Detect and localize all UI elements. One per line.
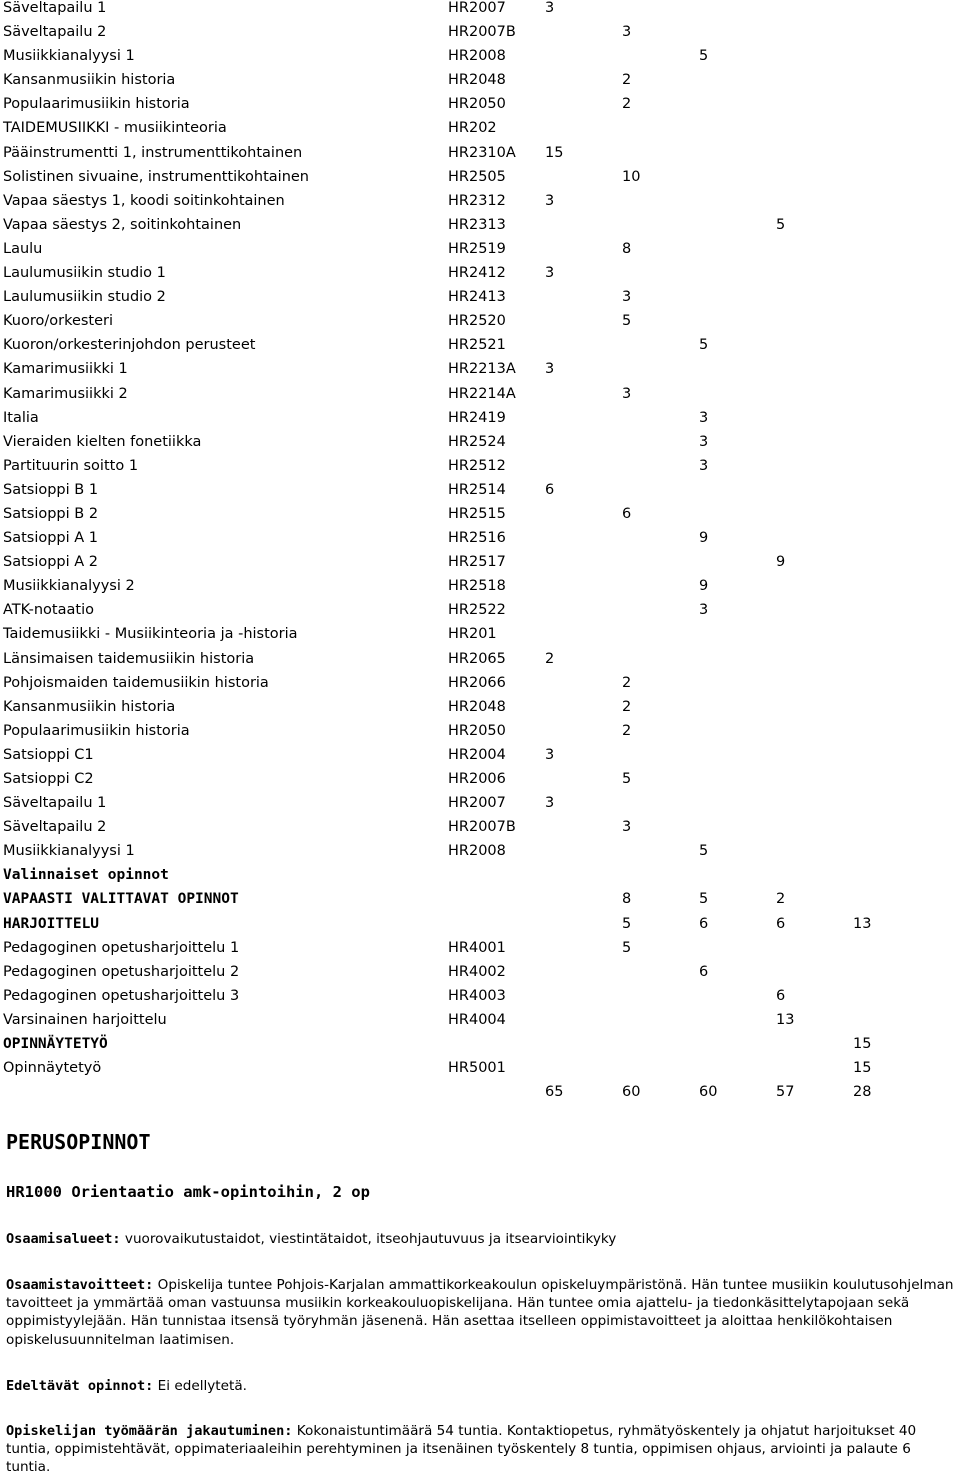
course-name: Italia: [3, 409, 39, 426]
credits-year-2: 60: [622, 1084, 641, 1101]
course-name: Pohjoismaiden taidemusiikin historia: [3, 674, 269, 691]
course-name: Musiikkianalyysi 2: [3, 578, 135, 595]
credits-year-1: 3: [545, 0, 555, 16]
workload: [6, 1422, 956, 1477]
table-row: [0, 530, 960, 554]
course-code: HR2512: [448, 457, 506, 474]
table-row: [0, 193, 960, 217]
course-name: Pedagoginen opetusharjoittelu 3: [3, 987, 240, 1004]
course-name: Partituurin soitto 1: [3, 457, 139, 474]
course-code: HR2412: [448, 265, 506, 282]
course-code: HR2516: [448, 530, 506, 547]
credits-year-3: 9: [699, 530, 709, 547]
course-name: Säveltapailu 1: [3, 0, 107, 16]
table-row: [0, 964, 960, 988]
course-code: HR2520: [448, 313, 506, 330]
table-row: [0, 1060, 960, 1084]
course-name: Valinnaiset opinnot: [3, 867, 169, 884]
table-row: [0, 626, 960, 650]
course-name: Pääinstrumentti 1, instrumenttikohtainen: [3, 144, 303, 161]
course-code: HR2065: [448, 650, 506, 667]
competence-areas: [6, 1230, 956, 1248]
course-code: HR2050: [448, 96, 506, 113]
credits-year-2: 2: [622, 674, 632, 691]
course-code: HR4001: [448, 939, 506, 956]
course-name: Populaarimusiikin historia: [3, 96, 190, 113]
credits-year-3: 6: [699, 915, 709, 932]
course-code: HR2214A: [448, 385, 516, 402]
course-code: HR2007B: [448, 819, 516, 836]
prerequisites: [6, 1377, 956, 1395]
table-row: [0, 386, 960, 410]
table-row: [0, 506, 960, 530]
course-name: TAIDEMUSIIKKI - musiikinteoria: [3, 120, 227, 137]
table-row: [0, 458, 960, 482]
table-row: [0, 891, 960, 915]
credits-year-2: 3: [622, 819, 632, 836]
course-code: HR2006: [448, 771, 506, 787]
credits-year-2: 5: [622, 771, 632, 787]
credits-year-3: 5: [699, 48, 709, 65]
course-name: Musiikkianalyysi 1: [3, 48, 135, 65]
credits-year-4: 6: [776, 987, 786, 1004]
course-name: Satsioppi B 2: [3, 505, 99, 522]
credits-year-1: 3: [545, 361, 555, 378]
table-row: [0, 48, 960, 72]
course-code: HR2007B: [448, 24, 516, 41]
course-name: Satsioppi C2: [3, 771, 94, 787]
credits-year-2: 2: [622, 96, 632, 113]
course-name: Kansanmusiikin historia: [3, 698, 176, 715]
course-code: HR2413: [448, 289, 506, 306]
table-row: [0, 723, 960, 747]
table-row: [0, 916, 960, 940]
credits-year-2: 8: [622, 891, 632, 908]
course-name: Taidemusiikki - Musiikinteoria ja -historia: [3, 626, 298, 643]
course-name: Laulu: [3, 240, 43, 257]
course-name: Säveltapailu 2: [3, 819, 107, 836]
credits-year-2: 5: [622, 915, 632, 932]
course-code: HR5001: [448, 1060, 506, 1077]
table-row: [0, 940, 960, 964]
table-row: [0, 1012, 960, 1036]
credits-year-3: 3: [699, 602, 709, 619]
credits-year-2: 3: [622, 385, 632, 402]
table-row: [0, 289, 960, 313]
course-code: HR2521: [448, 337, 506, 354]
table-row: [0, 602, 960, 626]
table-row: [0, 699, 960, 723]
course-code: HR4004: [448, 1011, 506, 1028]
credits-year-1: 65: [545, 1084, 564, 1101]
course-name: Satsioppi C1: [3, 746, 94, 763]
course-name: Laulumusiikin studio 2: [3, 289, 166, 306]
credits-year-3: 5: [699, 843, 709, 860]
competence-areas-label: Osaamisalueet:: [6, 1231, 121, 1247]
credits-year-5: 28: [853, 1084, 872, 1101]
credits-year-3: 5: [699, 337, 709, 354]
course-title: HR1000 Orientaatio amk-opintoihin, 2 op: [6, 1183, 370, 1201]
course-code: HR2514: [448, 481, 506, 498]
credits-year-3: 9: [699, 578, 709, 595]
course-code: HR4002: [448, 963, 506, 980]
course-code: HR2008: [448, 843, 506, 860]
table-row: [0, 145, 960, 169]
table-row: [0, 217, 960, 241]
course-code: HR2505: [448, 168, 506, 185]
course-name: Varsinainen harjoittelu: [3, 1011, 167, 1028]
table-row: [0, 241, 960, 265]
course-name: Satsioppi A 1: [3, 530, 99, 547]
table-row: [0, 120, 960, 144]
credits-year-3: 6: [699, 963, 709, 980]
credits-year-1: 3: [545, 265, 555, 282]
credits-year-4: 6: [776, 915, 786, 932]
prerequisites-text: Ei edellytetä.: [153, 1378, 247, 1394]
credits-year-2: 3: [622, 24, 632, 41]
credits-year-1: 3: [545, 746, 555, 763]
course-code: HR2518: [448, 578, 506, 595]
credits-year-1: 6: [545, 481, 555, 498]
credits-year-5: 15: [853, 1036, 872, 1053]
credits-year-3: 3: [699, 433, 709, 450]
course-name: Kamarimusiikki 2: [3, 385, 128, 402]
table-row: [0, 96, 960, 120]
course-code: HR2524: [448, 433, 506, 450]
course-code: HR2519: [448, 240, 506, 257]
course-name: Vieraiden kielten fonetiikka: [3, 433, 202, 450]
table-row: [0, 675, 960, 699]
course-name: HARJOITTELU: [3, 915, 100, 932]
course-name: Satsioppi B 1: [3, 481, 99, 498]
course-code: HR202: [448, 120, 497, 137]
prerequisites-label: Edeltävät opinnot:: [6, 1378, 154, 1394]
course-code: HR2048: [448, 698, 506, 715]
course-code: HR2313: [448, 216, 506, 233]
course-name: Musiikkianalyysi 1: [3, 843, 135, 860]
table-row: [0, 361, 960, 385]
credits-year-2: 8: [622, 240, 632, 257]
course-code: HR2008: [448, 48, 506, 65]
course-name: Länsimaisen taidemusiikin historia: [3, 650, 255, 667]
table-row: [0, 169, 960, 193]
credits-year-3: 3: [699, 409, 709, 426]
credits-year-1: 3: [545, 192, 555, 209]
learning-goals: [6, 1276, 956, 1349]
table-row: [0, 0, 960, 24]
table-row: [0, 819, 960, 843]
credits-year-5: 15: [853, 1060, 872, 1077]
credits-year-4: 9: [776, 554, 786, 571]
course-code: HR2310A: [448, 144, 516, 161]
table-row: [0, 313, 960, 337]
credits-year-3: 5: [699, 891, 709, 908]
course-name: Solistinen sivuaine, instrumenttikohtainen: [3, 168, 309, 185]
table-row: [0, 867, 960, 891]
course-code: HR2312: [448, 192, 506, 209]
course-code: HR4003: [448, 987, 506, 1004]
course-name: Kuoro/orkesteri: [3, 313, 114, 330]
course-name: Säveltapailu 2: [3, 24, 107, 41]
table-row: [0, 651, 960, 675]
workload-text: Kokonaistuntimäärä 54 tuntia. Kontaktiopetus, ryhmätyöskentely ja ohjatut harjoitukset 40 tuntia, oppimistehtävät, oppimateriaaleihin perehtyminen ja itsenäinen työskentely 8 tuntia, oppimisen ohjaus, arviointi ja palaute 6 tuntia.: [6, 1423, 917, 1476]
credits-year-1: 2: [545, 650, 555, 667]
credits-year-2: 2: [622, 698, 632, 715]
credits-year-4: 13: [776, 1011, 795, 1028]
table-row: [0, 843, 960, 867]
table-row: [0, 1084, 960, 1108]
credits-year-2: 5: [622, 313, 632, 330]
course-code: HR2515: [448, 505, 506, 522]
course-code: HR2419: [448, 409, 506, 426]
course-name: Kuoron/orkesterinjohdon perusteet: [3, 337, 256, 354]
credits-year-2: 2: [622, 72, 632, 89]
credits-year-4: 57: [776, 1084, 795, 1101]
course-name: Vapaa säestys 1, koodi soitinkohtainen: [3, 192, 285, 209]
course-code: HR2517: [448, 554, 506, 571]
course-code: HR2522: [448, 602, 506, 619]
course-name: Satsioppi A 2: [3, 554, 99, 571]
table-row: [0, 578, 960, 602]
course-code: HR2004: [448, 746, 506, 763]
course-name: Opinnäytetyö: [3, 1060, 102, 1077]
table-row: [0, 795, 960, 819]
table-row: [0, 337, 960, 361]
credits-year-5: 13: [853, 915, 872, 932]
course-name: VAPAASTI VALITTAVAT OPINNOT: [3, 891, 239, 908]
credits-year-4: 2: [776, 891, 786, 908]
table-row: [0, 410, 960, 434]
course-name: Vapaa säestys 2, soitinkohtainen: [3, 216, 242, 233]
credits-year-1: 3: [545, 795, 555, 812]
learning-goals-label: Osaamistavoitteet:: [6, 1277, 154, 1293]
section-title: PERUSOPINNOT: [6, 1130, 151, 1154]
table-row: [0, 554, 960, 578]
credits-year-3: 60: [699, 1084, 718, 1101]
course-code: HR2007: [448, 0, 506, 16]
credits-year-1: 15: [545, 144, 564, 161]
competence-areas-text: vuorovaikutustaidot, viestintätaidot, itseohjautuvuus ja itsearviointikyky: [120, 1231, 617, 1247]
course-code: HR2213A: [448, 361, 516, 378]
table-row: [0, 1036, 960, 1060]
table-row: [0, 482, 960, 506]
table-row: [0, 72, 960, 96]
table-row: [0, 988, 960, 1012]
course-name: Kansanmusiikin historia: [3, 72, 176, 89]
learning-goals-text: Opiskelija tuntee Pohjois-Karjalan ammattikorkeakoulun opiskeluympäristönä. Hän tuntee musiikin koulutusohjelman tavoitteet ja ymmärtää oman vastuunsa musiikin korkeakouluopiskelijana. Hän tuntee omia ajattelu- ja tiedonkäsittelytapojaan sekä oppimistyylejään. Hän tunnistaa itsensä työryhmän jäsenenä. Hän asettaa itselleen oppimistavoitteet ja aloittaa henkilökohtaisen opiskelusuunnitelman laatimisen.: [6, 1277, 954, 1348]
credits-year-2: 10: [622, 168, 641, 185]
course-code: HR2050: [448, 722, 506, 739]
course-code: HR201: [448, 626, 497, 643]
credits-year-2: 5: [622, 939, 632, 956]
credits-year-4: 5: [776, 216, 786, 233]
credits-year-2: 3: [622, 289, 632, 306]
table-row: [0, 434, 960, 458]
course-name: Pedagoginen opetusharjoittelu 1: [3, 939, 240, 956]
course-name: Säveltapailu 1: [3, 795, 107, 812]
course-code: HR2048: [448, 72, 506, 89]
course-name: ATK-notaatio: [3, 602, 94, 619]
credits-year-2: 6: [622, 505, 632, 522]
course-name: Populaarimusiikin historia: [3, 722, 190, 739]
course-name: OPINNÄYTETYÖ: [3, 1036, 108, 1053]
credits-year-3: 3: [699, 457, 709, 474]
course-code: HR2066: [448, 674, 506, 691]
credits-year-2: 2: [622, 722, 632, 739]
course-name: Kamarimusiikki 1: [3, 361, 128, 378]
table-row: [0, 771, 960, 795]
table-row: [0, 747, 960, 771]
course-name: Pedagoginen opetusharjoittelu 2: [3, 963, 240, 980]
table-row: [0, 265, 960, 289]
workload-label: Opiskelijan työmäärän jakautuminen:: [6, 1423, 293, 1439]
table-row: [0, 24, 960, 48]
course-code: HR2007: [448, 795, 506, 812]
course-name: Laulumusiikin studio 1: [3, 265, 166, 282]
